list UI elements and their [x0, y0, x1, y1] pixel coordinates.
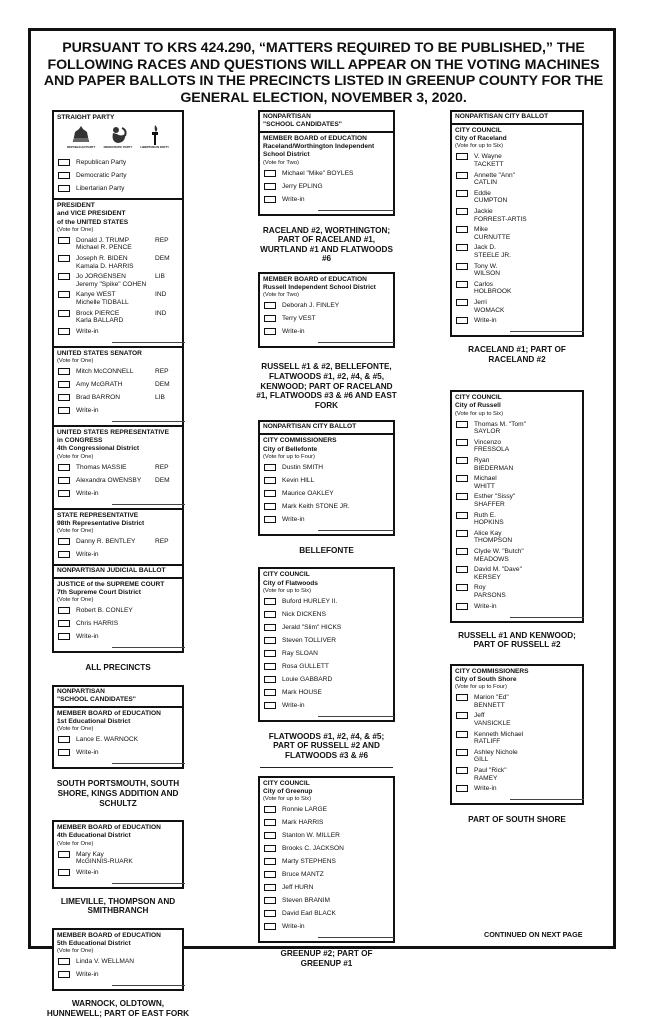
vote-checkbox[interactable]	[264, 183, 276, 190]
vote-checkbox[interactable]	[264, 464, 276, 471]
vote-checkbox[interactable]	[58, 490, 70, 497]
candidate-row[interactable]: Bruce MANTZ	[263, 871, 390, 881]
candidate-row[interactable]: Kevin HILL	[263, 477, 390, 487]
candidate-row[interactable]: Annette "Ann" CATLIN	[455, 172, 579, 187]
vote-checkbox[interactable]	[264, 624, 276, 631]
write-in-line[interactable]	[112, 341, 185, 343]
candidate-row[interactable]: Mark Keith STONE JR.	[263, 503, 390, 513]
vote-checkbox[interactable]	[456, 548, 468, 555]
candidate-row[interactable]: Linda V. WELLMAN	[57, 958, 179, 968]
candidate-row[interactable]: Ronnie LARGE	[263, 806, 390, 816]
candidate-row[interactable]: Deborah J. FINLEY	[263, 302, 390, 312]
vote-checkbox[interactable]	[58, 538, 70, 545]
raceland-city-section: CITY COUNCIL City of Raceland (Vote for up to Six) V. Wayne TACKETT Annette "Ann" CATLIN Eddie CUMPTON Jackie FORREST-ARTIS Mike CURNUTTE Jack D. STEELE JR. Tony W. WILSON Carlos HOLBROOK Jerri WOMACK Write-in	[452, 125, 582, 335]
judicial-ballot-banner: NONPARTISAN JUDICIAL BALLOT	[54, 566, 182, 579]
candidate-row[interactable]: Michael "Mike" BOYLES	[263, 170, 390, 180]
candidate-row[interactable]: Buford HURLEY II.	[263, 598, 390, 608]
write-in-line[interactable]	[318, 209, 394, 211]
candidate-row[interactable]: Alice Kay THOMPSON	[455, 530, 579, 545]
candidate-row[interactable]: Mark HOUSE	[263, 689, 390, 699]
vote-checkbox[interactable]	[58, 971, 70, 978]
party-label: IND	[155, 309, 167, 317]
candidate-row[interactable]: Mark HARRIS	[263, 819, 390, 829]
vote-checkbox[interactable]	[456, 439, 468, 446]
write-in-row[interactable]: Write-in	[57, 633, 179, 643]
precinct-label: RUSSELL #1 & #2, BELLEFONTE, FLATWOODS #1, #2, #4, & #5, KENWOOD; PART OF RACELAND #1, FLATWOODS #3 & #6 AND EAST FORK	[256, 362, 397, 410]
vote-checkbox[interactable]	[456, 317, 468, 324]
candidate-row[interactable]: Marion "Ed" BENNETT	[455, 694, 579, 709]
candidate-row[interactable]: Ray SLOAN	[263, 650, 390, 660]
candidate-row[interactable]: Brad BARRON LIB	[57, 394, 179, 404]
write-in-line[interactable]	[112, 984, 185, 986]
candidate-row[interactable]: Nick DICKENS	[263, 611, 390, 621]
vote-checkbox[interactable]	[264, 516, 276, 523]
column-2	[258, 110, 395, 969]
vote-checkbox[interactable]	[264, 819, 276, 826]
ballot-box-federal	[52, 110, 184, 653]
vote-checkbox[interactable]	[456, 512, 468, 519]
candidate-row[interactable]: Danny R. BENTLEY REP	[57, 538, 179, 548]
write-in-row[interactable]: Write-in	[57, 490, 179, 500]
candidate-row[interactable]: Steven BRANIM	[263, 897, 390, 907]
vote-checkbox[interactable]	[264, 637, 276, 644]
candidate-row[interactable]: Kanye WEST Michelle TIDBALL IND	[57, 291, 179, 306]
candidate-row[interactable]: Thomas M. "Tom" SAYLOR	[455, 421, 579, 436]
vote-checkbox[interactable]	[456, 226, 468, 233]
vote-checkbox[interactable]	[264, 503, 276, 510]
ballot-box-flatwoods	[258, 567, 395, 721]
vote-checkbox[interactable]	[58, 736, 70, 743]
vote-checkbox[interactable]	[58, 237, 70, 244]
school-5-section: MEMBER BOARD of EDUCATION 5th Educational District (Vote for One) Linda V. WELLMAN Write-in	[54, 930, 182, 989]
candidate-row[interactable]: Thomas MASSIE REP	[57, 464, 179, 474]
flatwoods-section: CITY COUNCIL City of Flatwoods (Vote for up to Six) Buford HURLEY II. Nick DICKENS Jerald "Slim" HICKS Steven TOLLIVER Ray SLOAN Rosa GULLETT Louie GABBARD Mark HOUSE Write-in	[260, 569, 393, 719]
candidate-row[interactable]: Amy McGRATH DEM	[57, 381, 179, 391]
write-in-row[interactable]: Write-in	[57, 407, 179, 417]
write-in-row[interactable]: Write-in	[263, 328, 390, 338]
vote-checkbox[interactable]	[264, 845, 276, 852]
vote-checkbox[interactable]	[456, 172, 468, 179]
precinct-label: RUSSELL #1 AND KENWOOD; PART OF RUSSELL #2	[458, 630, 576, 650]
party-label: REP	[155, 236, 169, 244]
candidate-row[interactable]: Dustin SMITH	[263, 464, 390, 474]
vote-checkbox[interactable]	[264, 871, 276, 878]
write-in-line[interactable]	[112, 503, 185, 505]
vote-checkbox[interactable]	[58, 749, 70, 756]
vote-checkbox[interactable]	[58, 620, 70, 627]
vote-checkbox[interactable]	[264, 650, 276, 657]
libertarian-torch-icon	[144, 124, 166, 146]
vote-checkbox[interactable]	[58, 407, 70, 414]
candidate-row[interactable]: Jack D. STEELE JR.	[455, 244, 579, 259]
vote-checkbox[interactable]	[456, 785, 468, 792]
candidate-row[interactable]: Jerald "Slim" HICKS	[263, 624, 390, 634]
russell-city-section: CITY COUNCIL City of Russell (Vote for up to Six) Thomas M. "Tom" SAYLOR Vincenzo FRESSOLA Ryan BIEDERMAN Michael WHITT Esther "Sissy" SHAFFER Ruth E. HOPKINS Alice Kay THOMPSON Clyde W. "Butch" MEADOWS David M. "Dave" KERSEY Roy PARSONS Write-in	[452, 392, 582, 620]
candidate-row[interactable]: Kenneth Michael RATLIFF	[455, 731, 579, 746]
south-shore-section: CITY COMMISSIONERS City of South Shore (Vote for up to Four) Marion "Ed" BENNETT Jeff VANSICKLE Kenneth Michael RATLIFF Ashley Nichole GILL Paul "Rick" RAMEY Write-in	[452, 666, 582, 803]
candidate-row[interactable]: Rosa GULLETT	[263, 663, 390, 673]
candidate-row[interactable]: Donald J. TRUMP Michael R. PENCE REP	[57, 237, 179, 252]
write-in-line[interactable]	[318, 715, 394, 717]
candidate-row[interactable]: Vincenzo FRESSOLA	[455, 439, 579, 454]
straight-party-option[interactable]: Libertarian Party	[57, 185, 179, 195]
raceland-school-section: MEMBER BOARD of EDUCATION Raceland/Worthington Independent School District (Vote for Two) Michael "Mike" BOYLES Jerry EPLING Write-in	[260, 133, 393, 214]
state-representative-section: STATE REPRESENTATIVE 98th Representative District (Vote for One) Danny R. BENTLEY REP Write-in	[54, 510, 182, 566]
candidate-row[interactable]: Terry VEST	[263, 315, 390, 325]
vote-checkbox[interactable]	[264, 328, 276, 335]
vote-checkbox[interactable]	[58, 477, 70, 484]
vote-checkbox[interactable]	[456, 694, 468, 701]
ballot-box-school-5	[52, 928, 184, 991]
write-in-line[interactable]	[112, 420, 185, 422]
vote-checkbox[interactable]	[456, 493, 468, 500]
candidate-row[interactable]: Jo JORGENSEN Jeremy "Spike" COHEN LIB	[57, 273, 179, 288]
candidate-row[interactable]: Louie GABBARD	[263, 676, 390, 686]
write-in-row[interactable]: Write-in	[263, 196, 390, 206]
candidate-row[interactable]: Steven TOLLIVER	[263, 637, 390, 647]
precinct-label: LIMEVILLE, THOMPSON AND SMITHBRANCH	[60, 896, 176, 916]
vote-checkbox[interactable]	[58, 185, 70, 192]
vote-checkbox[interactable]	[58, 381, 70, 388]
vote-checkbox[interactable]	[456, 299, 468, 306]
vote-checkbox[interactable]	[264, 170, 276, 177]
candidate-row[interactable]: Joseph R. BIDEN Kamala D. HARRIS DEM	[57, 255, 179, 270]
vote-checkbox[interactable]	[264, 490, 276, 497]
vote-checkbox[interactable]	[456, 244, 468, 251]
vote-checkbox[interactable]	[264, 806, 276, 813]
senator-section: UNITED STATES SENATOR (Vote for One) Mitch McCONNELL REP Amy McGRATH DEM Brad BARRON LIB Write-in	[54, 348, 182, 427]
candidate-row[interactable]: Mary Kay McGINNIS-RUARK	[57, 851, 179, 866]
write-in-row[interactable]: Write-in	[455, 317, 579, 327]
vote-checkbox[interactable]	[58, 368, 70, 375]
write-in-line[interactable]	[510, 330, 584, 332]
write-in-line[interactable]	[510, 798, 584, 800]
straight-party-option[interactable]: Republican Party	[57, 159, 179, 169]
russell-school-section: MEMBER BOARD of EDUCATION Russell Independent School District (Vote for Two) Deborah J. FINLEY Terry VEST Write-in	[260, 274, 393, 346]
candidate-row[interactable]: Carlos HOLBROOK	[455, 281, 579, 296]
vote-checkbox[interactable]	[456, 208, 468, 215]
vote-checkbox[interactable]	[456, 153, 468, 160]
write-in-row[interactable]: Write-in	[57, 551, 179, 561]
vote-checkbox[interactable]	[264, 910, 276, 917]
vote-checkbox[interactable]	[58, 172, 70, 179]
vote-checkbox[interactable]	[58, 310, 70, 317]
vote-checkbox[interactable]	[58, 958, 70, 965]
write-in-row[interactable]: Write-in	[57, 749, 179, 759]
city-ballot-banner: NONPARTISAN CITY BALLOT	[452, 112, 582, 125]
ballot-box-russell-school	[258, 272, 395, 348]
candidate-row[interactable]: Ruth E. HOPKINS	[455, 512, 579, 527]
school-candidates-banner: NONPARTISAN "SCHOOL CANDIDATES"	[54, 687, 182, 708]
straight-party-section	[54, 112, 182, 200]
party-label: IND	[155, 291, 167, 299]
libertarian-logo: LIBERTARIAN PARTY	[138, 124, 172, 156]
us-representative-section: UNITED STATES REPRESENTATIVE in CONGRESS 4th Congressional District (Vote for One) Thomas MASSIE REP Alexandra OWENSBY DEM Write-in	[54, 427, 182, 510]
ballot-box-school-4	[52, 820, 184, 889]
column-1	[46, 110, 190, 1019]
straight-party-option[interactable]: Democratic Party	[57, 172, 179, 182]
candidate-row[interactable]: Alexandra OWENSBY DEM	[57, 477, 179, 487]
vote-checkbox[interactable]	[264, 196, 276, 203]
precinct-label: SOUTH PORTSMOUTH, SOUTH SHORE, KINGS ADDITION AND SCHULTZ	[56, 779, 180, 808]
write-in-row[interactable]: Write-in	[57, 869, 179, 879]
candidate-row[interactable]: Tony W. WILSON	[455, 263, 579, 278]
vote-checkbox[interactable]	[58, 159, 70, 166]
vote-checkbox[interactable]	[58, 607, 70, 614]
vote-checkbox[interactable]	[264, 302, 276, 309]
write-in-line[interactable]	[112, 646, 185, 648]
vote-checkbox[interactable]	[58, 273, 70, 280]
vote-checkbox[interactable]	[456, 603, 468, 610]
candidate-row[interactable]: Robert B. CONLEY	[57, 607, 179, 617]
vote-checkbox[interactable]	[264, 923, 276, 930]
ballot-box-south-shore	[450, 664, 584, 805]
candidate-row[interactable]: Maurice OAKLEY	[263, 490, 390, 500]
write-in-row[interactable]: Write-in	[455, 603, 579, 613]
write-in-line[interactable]	[112, 882, 185, 884]
vote-checkbox[interactable]	[456, 749, 468, 756]
ballot-box-raceland-city	[450, 110, 584, 337]
vote-checkbox[interactable]	[264, 663, 276, 670]
vote-checkbox[interactable]	[456, 190, 468, 197]
section-divider	[260, 767, 393, 769]
greenup-section: CITY COUNCIL City of Greenup (Vote for up to Six) Ronnie LARGE Mark HARRIS Stanton W. MILLER Brooks C. JACKSON Marty STEPHENS Bruce MANTZ Jeff HURN Steven BRANIM David Earl BLACK Write-in	[260, 778, 393, 941]
vote-checkbox[interactable]	[456, 263, 468, 270]
vote-checkbox[interactable]	[456, 457, 468, 464]
vote-checkbox[interactable]	[264, 832, 276, 839]
supreme-court-section: JUSTICE of the SUPREME COURT 7th Supreme Court District (Vote for One) Robert B. CONLEY Chris HARRIS Write-in	[54, 579, 182, 651]
ballot-box-bellefonte	[258, 420, 395, 535]
candidate-row[interactable]: Paul "Rick" RAMEY	[455, 767, 579, 782]
vote-checkbox[interactable]	[58, 551, 70, 558]
vote-checkbox[interactable]	[264, 689, 276, 696]
vote-checkbox[interactable]	[456, 566, 468, 573]
ballot-box-school-1	[52, 685, 184, 769]
precinct-label: PART OF SOUTH SHORE	[468, 815, 566, 825]
write-in-row[interactable]: Write-in	[263, 702, 390, 712]
vote-checkbox[interactable]	[456, 731, 468, 738]
vote-checkbox[interactable]	[58, 291, 70, 298]
vote-checkbox[interactable]	[264, 477, 276, 484]
ballot-box-greenup	[258, 776, 395, 943]
vote-checkbox[interactable]	[58, 633, 70, 640]
vote-checkbox[interactable]	[456, 530, 468, 537]
vote-checkbox[interactable]	[58, 255, 70, 262]
candidate-row[interactable]: V. Wayne TACKETT	[455, 153, 579, 168]
school-4-section: MEMBER BOARD of EDUCATION 4th Educational District (Vote for One) Mary Kay McGINNIS-RUARK Write-in	[54, 822, 182, 887]
vote-checkbox[interactable]	[58, 869, 70, 876]
write-in-line[interactable]	[318, 936, 394, 938]
vote-checkbox[interactable]	[264, 611, 276, 618]
candidate-row[interactable]: Jeff HURN	[263, 884, 390, 894]
precinct-label: FLATWOODS #1, #2, #4, & #5; PART OF RUSSELL #2 AND FLATWOODS #3 & #6	[268, 731, 385, 760]
democratic-logo: DEMOCRATIC PARTY	[101, 124, 135, 156]
precinct-label: RACELAND #1; PART OF RACELAND #2	[468, 345, 566, 364]
vote-checkbox[interactable]	[456, 584, 468, 591]
vote-checkbox[interactable]	[456, 421, 468, 428]
candidate-row[interactable]: David M. "Dave" KERSEY	[455, 566, 579, 581]
candidate-row[interactable]: David Earl BLACK	[263, 910, 390, 920]
write-in-line[interactable]	[112, 762, 185, 764]
candidate-row[interactable]: Mike CURNUTTE	[455, 226, 579, 241]
write-in-row[interactable]: Write-in	[57, 328, 179, 338]
continued-notice: CONTINUED ON NEXT PAGE	[484, 930, 583, 939]
write-in-row[interactable]: Write-in	[263, 516, 390, 526]
precinct-label: GREENUP #2; PART OF GREENUP #1	[280, 949, 373, 969]
party-logos	[57, 122, 179, 156]
bellefonte-section: CITY COMMISSIONERS City of Bellefonte (Vote for up to Four) Dustin SMITH Kevin HILL Maurice OAKLEY Mark Keith STONE JR. Write-in	[260, 435, 393, 533]
candidate-row[interactable]: Jackie FORREST-ARTIS	[455, 208, 579, 223]
vote-checkbox[interactable]	[264, 858, 276, 865]
party-label: DEM	[155, 255, 170, 262]
precinct-label: ALL PRECINCTS	[85, 663, 151, 673]
candidate-row[interactable]: Jeff VANSICKLE	[455, 712, 579, 727]
precinct-label: RACELAND #2, WORTHINGTON; PART OF RACELAND #1, WURTLAND #1 AND FLATWOODS #6	[260, 225, 393, 264]
vote-checkbox[interactable]	[456, 475, 468, 482]
vote-checkbox[interactable]	[58, 328, 70, 335]
precinct-label: WARNOCK, OLDTOWN, HUNNEWELL; PART OF EAST FORK	[46, 999, 190, 1018]
candidate-row[interactable]: Brooks C. JACKSON	[263, 845, 390, 855]
republican-logo: REPUBLICAN PARTY	[64, 124, 98, 156]
vote-checkbox[interactable]	[456, 712, 468, 719]
candidate-row[interactable]: Lance E. WARNOCK	[57, 736, 179, 746]
vote-checkbox[interactable]	[264, 598, 276, 605]
vote-checkbox[interactable]	[264, 702, 276, 709]
candidate-row[interactable]: Mitch McCONNELL REP	[57, 368, 179, 378]
write-in-row[interactable]: Write-in	[57, 971, 179, 981]
candidate-row[interactable]: Jerry EPLING	[263, 183, 390, 193]
ballot-box-raceland-school	[258, 110, 395, 216]
candidate-row[interactable]: Roy PARSONS	[455, 584, 579, 599]
write-in-row[interactable]: Write-in	[455, 785, 579, 795]
party-label: LIB	[155, 273, 165, 281]
vote-checkbox[interactable]	[58, 851, 70, 858]
candidate-row[interactable]: Stanton W. MILLER	[263, 832, 390, 842]
candidate-row[interactable]: Chris HARRIS	[57, 620, 179, 630]
candidate-row[interactable]: Esther "Sissy" SHAFFER	[455, 493, 579, 508]
candidate-row[interactable]: Brock PIERCE Karla BALLARD IND	[57, 310, 179, 325]
vote-checkbox[interactable]	[58, 394, 70, 401]
write-in-line[interactable]	[510, 616, 584, 618]
straight-party-title: STRAIGHT PARTY	[57, 114, 115, 121]
city-ballot-banner: NONPARTISAN CITY BALLOT	[260, 422, 393, 435]
write-in-line[interactable]	[318, 529, 394, 531]
candidate-row[interactable]: Clyde W. "Butch" MEADOWS	[455, 548, 579, 563]
president-section: PRESIDENT and VICE PRESIDENT of the UNITED STATES (Vote for One) Donald J. TRUMP Michael R. PENCE REP Joseph R. BIDEN Kamala D. HARRIS DEM Jo JORGENSEN Jeremy "Spike" COHEN LIB Kanye WEST Michelle TIDBALL IND Brock PIERCE Karla BALLARD IND Write-in	[54, 200, 182, 348]
democratic-rooster-icon	[107, 124, 129, 146]
column-3	[450, 110, 584, 825]
candidate-row[interactable]: Jerri WOMACK	[455, 299, 579, 314]
republican-eagle-icon	[70, 124, 92, 146]
vote-checkbox[interactable]	[456, 767, 468, 774]
precinct-label: BELLEFONTE	[299, 545, 354, 555]
vote-checkbox[interactable]	[264, 315, 276, 322]
candidate-row[interactable]: Michael WHITT	[455, 475, 579, 490]
school-candidates-banner: NONPARTISAN "SCHOOL CANDIDATES"	[260, 112, 393, 133]
ballot-box-russell-city	[450, 390, 584, 622]
candidate-row[interactable]: Ryan BIEDERMAN	[455, 457, 579, 472]
vote-checkbox[interactable]	[264, 884, 276, 891]
vote-checkbox[interactable]	[264, 897, 276, 904]
vote-checkbox[interactable]	[264, 676, 276, 683]
candidate-row[interactable]: Ashley Nichole GILL	[455, 749, 579, 764]
school-1-section: MEMBER BOARD of EDUCATION 1st Educational District (Vote for One) Lance E. WARNOCK Write-in	[54, 708, 182, 767]
vote-checkbox[interactable]	[456, 281, 468, 288]
candidate-row[interactable]: Eddie CUMPTON	[455, 190, 579, 205]
vote-checkbox[interactable]	[58, 464, 70, 471]
write-in-line[interactable]	[318, 341, 394, 343]
notice-headline: PURSUANT TO KRS 424.290, “MATTERS REQUIRED TO BE PUBLISHED,” THE FOLLOWING RACES AND QUESTIONS WILL APPEAR ON THE VOTING MACHINES AND PAPER BALLOTS IN THE PRECINCTS LISTED IN GREENUP COUNTY FOR THE GENERAL ELECTION, NOVEMBER 3, 2020.	[43, 40, 604, 106]
candidate-row[interactable]: Marty STEPHENS	[263, 858, 390, 868]
write-in-row[interactable]: Write-in	[263, 923, 390, 933]
